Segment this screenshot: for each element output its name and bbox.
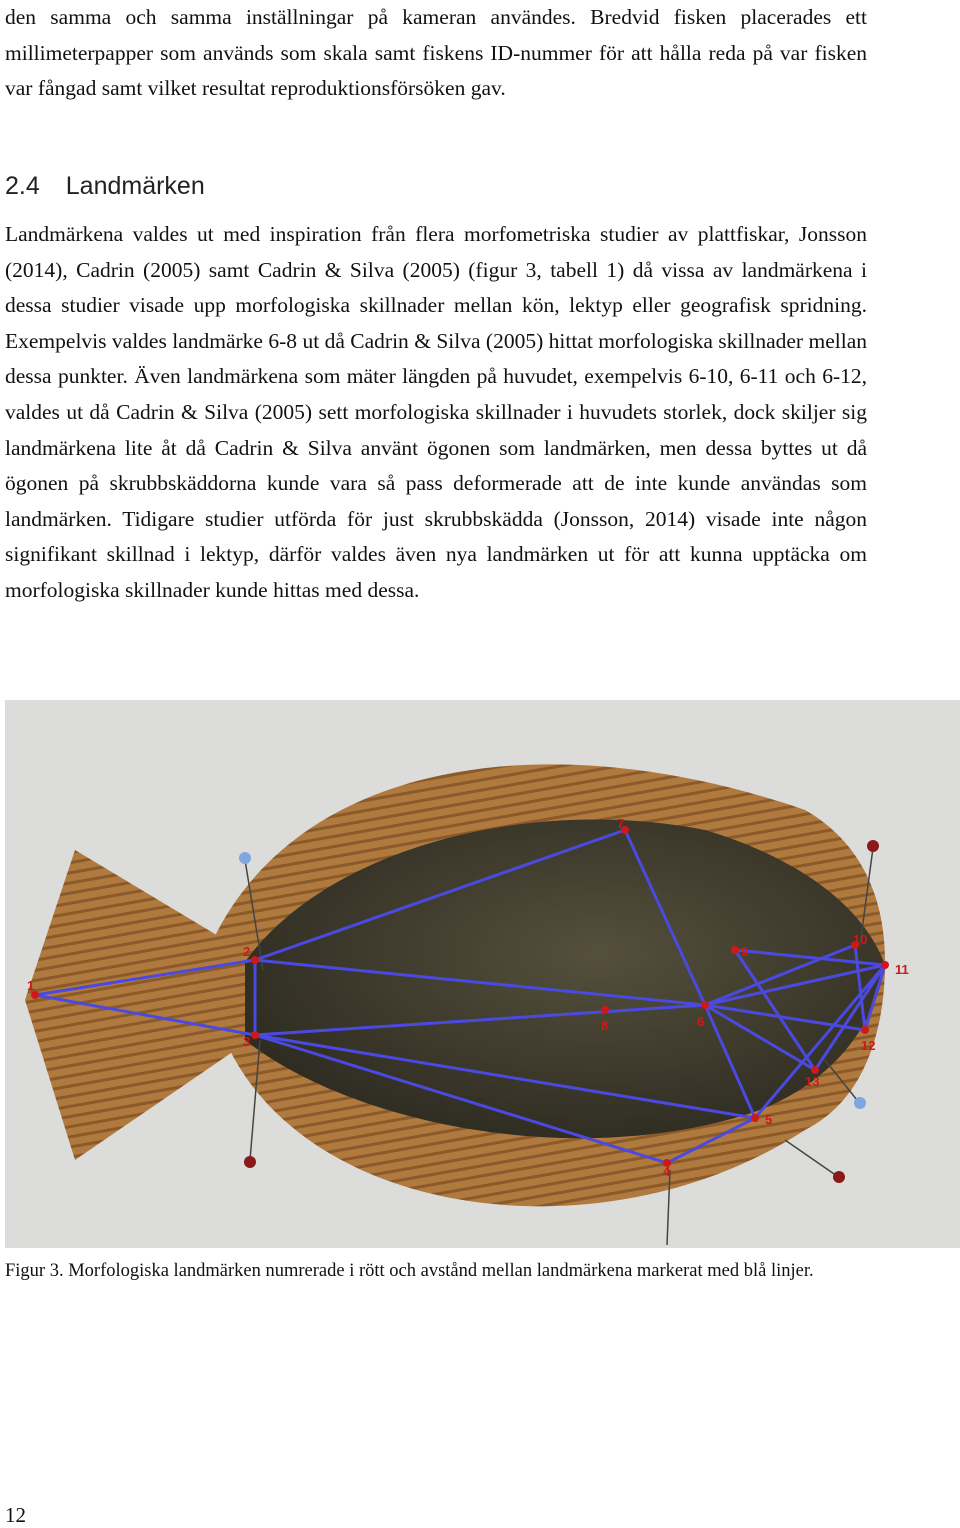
intro-paragraph: den samma och samma inställningar på kameran användes. Bredvid fisken placerades ett millimeterpapper som används som skala samt fiskens ID-nummer för att hålla reda på var fisken var fångad samt vilket resultat reproduktionsförsöken gav. [5, 5, 867, 101]
landmark-label: 9 [741, 944, 749, 959]
landmark-label: 7 [617, 816, 625, 831]
pin-head-red [244, 1156, 256, 1168]
section-title: Landmärken [65, 172, 205, 200]
landmark-label: 2 [243, 944, 251, 959]
section-number: 2.4 [5, 172, 40, 200]
landmark-label: 5 [765, 1112, 773, 1127]
landmark-label: 6 [697, 1014, 705, 1029]
landmark-label: 1 [27, 978, 35, 993]
pin-head-blue [854, 1097, 866, 1109]
landmark-label: 13 [805, 1074, 820, 1089]
landmark-label: 12 [861, 1038, 876, 1053]
landmark-label: 8 [601, 1018, 609, 1033]
page-number: 12 [5, 1503, 26, 1527]
pin-head-blue [239, 852, 251, 864]
landmark-label: 4 [663, 1164, 671, 1179]
landmark-label: 10 [853, 932, 868, 947]
landmark-label: 11 [895, 962, 909, 977]
landmark-label: 3 [243, 1034, 251, 1049]
body-paragraph: Landmärkena valdes ut med inspiration från flera morfometriska studier av plattfiskar, Jonsson (2014), Cadrin (2005) samt Cadrin & Silva (2005) (figur 3, tabell 1) då vissa av landmärkena i dessa studier visade upp morfologiska skillnader mellan kön, lektyp eller geografisk spridning. Exempelvis valdes landmärke 6-8 ut då Cadrin & Silva (2005) hittat morfologiska skillnader mellan dessa punkter. Även landmärkena som mäter längden på huvudet, exempelvis 6-10, 6-11 och 6-12, valdes ut då Cadrin & Silva (2005) sett morfologiska skillnader i huvudets storlek, dock skiljer sig landmärkena lite åt då Cadrin & Silva använt ögonen som landmärken, men dessa byttes ut då ögonen på skrubbskäddorna kunde vara så pass deformerade att de inte kunde användas som landmärken. Tidigare studier utförda för just skrubbskädda (Jonsson, 2014) visade inte någon signifikant skillnad i lektyp, därför valdes även nya landmärken ut för att kunna upptäcka om morfologiska skillnader kunde hittas med dessa. [5, 222, 867, 602]
figure-caption: Figur 3. Morfologiska landmärken numrerade i rött och avstånd mellan landmärkena markerat med blå linjer. [5, 1261, 814, 1281]
pin-head-red [867, 840, 879, 852]
section-heading [5, 168, 205, 204]
flounder-landmark-figure [5, 700, 960, 1248]
pin-head-red [833, 1171, 845, 1183]
